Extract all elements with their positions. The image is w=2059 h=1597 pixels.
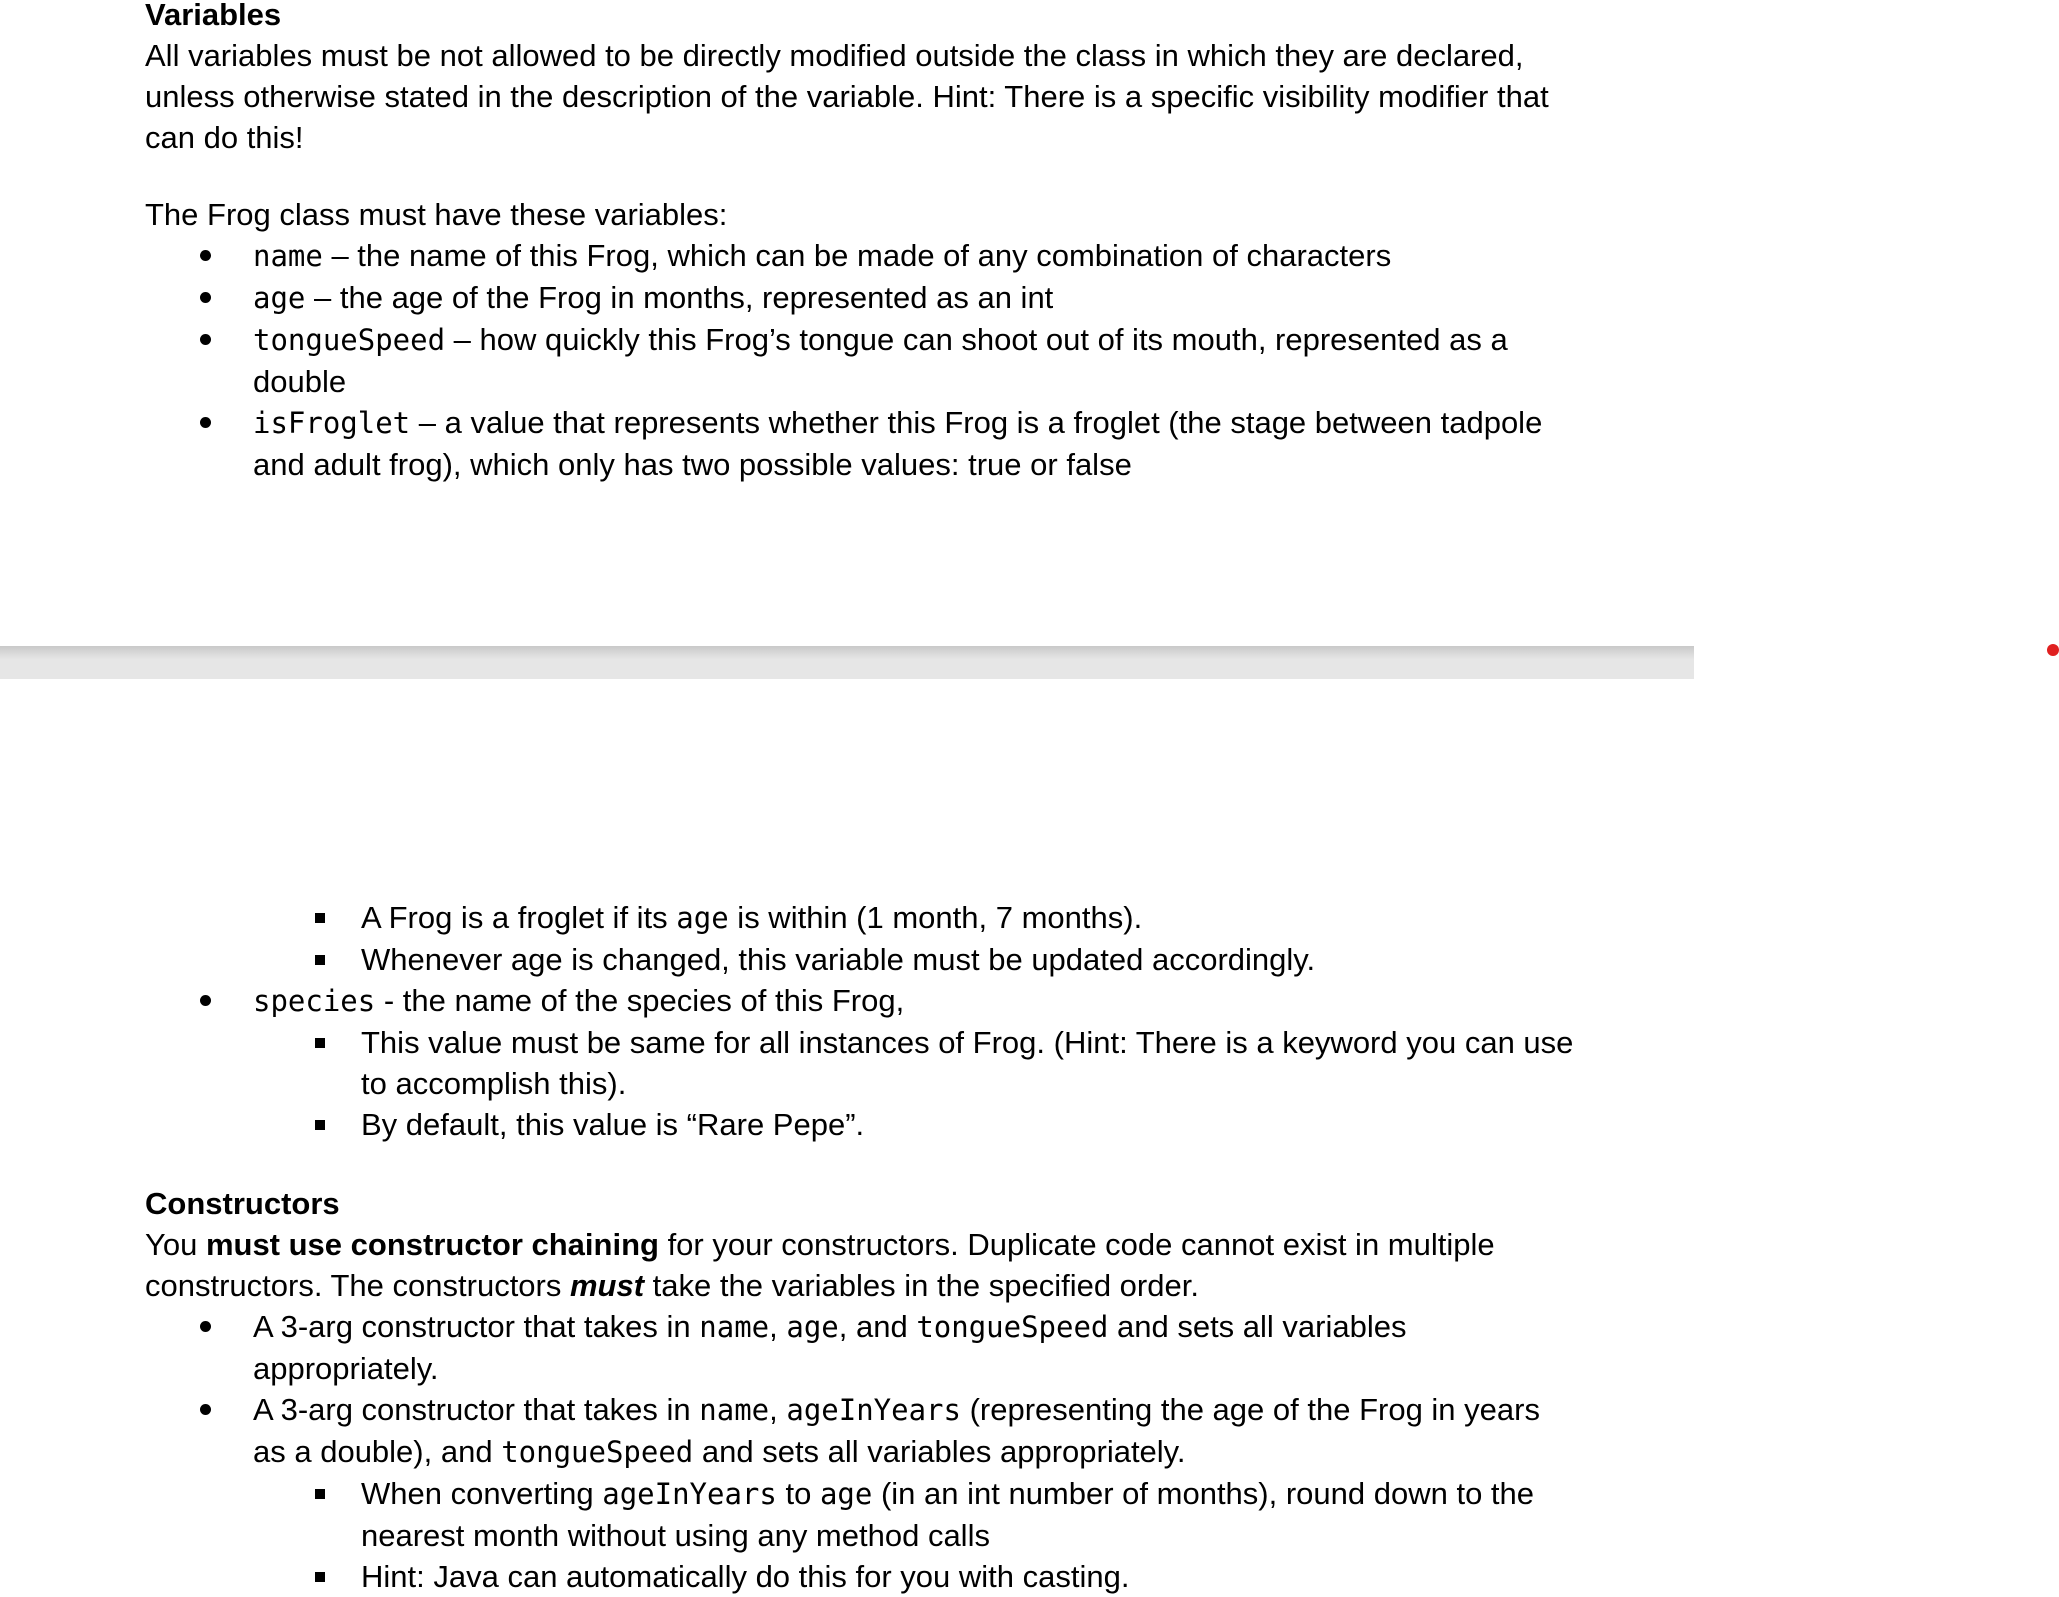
froglet-rule-code: age bbox=[676, 901, 729, 935]
var-tonguespeed-desc: – how quickly this Frog’s tongue can shoot out of its mouth, represented as a bbox=[445, 322, 1508, 357]
list-item bbox=[0, 1389, 1540, 1473]
ctor-sub1-code-age: age bbox=[819, 1477, 873, 1511]
variables-section bbox=[145, 0, 1549, 158]
list-item bbox=[0, 235, 1542, 277]
var-species-desc: - the name of the species of this Frog, bbox=[375, 983, 905, 1018]
intro-line-1: All variables must be not allowed to be directly modified outside the class in which they are declared, bbox=[145, 38, 1524, 73]
bullet-icon bbox=[200, 334, 211, 345]
species-rule-2: By default, this value is “Rare Pepe”. bbox=[361, 1107, 865, 1142]
square-bullet-icon bbox=[315, 913, 325, 923]
var-tonguespeed-code: tongueSpeed bbox=[253, 323, 446, 357]
constructors-line-2 bbox=[145, 1265, 1540, 1306]
bullet-icon bbox=[200, 995, 211, 1006]
ctor2-code-ageinyears: ageInYears bbox=[786, 1393, 961, 1427]
var-name-desc: – the name of this Frog, which can be made of any combination of characters bbox=[322, 238, 1392, 273]
ctor-sub1-post: (in an int number of months), round down to the bbox=[872, 1476, 1535, 1511]
froglet-rules bbox=[145, 897, 1573, 1145]
list-item bbox=[0, 277, 1542, 319]
var-age-desc: – the age of the Frog in months, represented as an int bbox=[305, 280, 1054, 315]
ctor2-cont-pre: as a double), and bbox=[253, 1434, 502, 1469]
list-item bbox=[0, 1022, 1573, 1104]
var-tonguespeed-cont: double bbox=[253, 364, 347, 399]
ctor1-post: and sets all variables bbox=[1108, 1309, 1407, 1344]
square-bullet-icon bbox=[315, 1038, 325, 1048]
ctor1-sep2: , and bbox=[838, 1309, 917, 1344]
ctor1-code-tonguespeed: tongueSpeed bbox=[916, 1310, 1109, 1344]
species-rule-1-cont: to accomplish this). bbox=[361, 1066, 627, 1101]
var-name-code: name bbox=[253, 239, 323, 273]
list-item bbox=[0, 1556, 1540, 1597]
froglet-update-rule: Whenever age is changed, this variable must be updated accordingly. bbox=[361, 942, 1316, 977]
bullet-icon bbox=[200, 1321, 211, 1332]
square-bullet-icon bbox=[315, 1120, 325, 1130]
constructors-heading: Constructors bbox=[145, 1186, 340, 1221]
list-item bbox=[0, 1306, 1540, 1389]
list-item bbox=[0, 939, 1573, 980]
froglet-rule-post: is within (1 month, 7 months). bbox=[728, 900, 1143, 935]
list-item bbox=[0, 319, 1542, 402]
ctor-sub1-pre: When converting bbox=[361, 1476, 603, 1511]
variables-heading: Variables bbox=[145, 0, 282, 32]
square-bullet-icon bbox=[315, 955, 325, 965]
ctor2-code-name: name bbox=[699, 1393, 770, 1427]
constructors-line-2-pre: constructors. The constructors bbox=[145, 1268, 570, 1303]
frog-intro: The Frog class must have these variables: bbox=[145, 197, 728, 232]
list-item bbox=[0, 1473, 1540, 1556]
ctor-sub2: Hint: Java can automatically do this for you with casting. bbox=[361, 1559, 1130, 1594]
froglet-rule-pre: A Frog is a froglet if its bbox=[361, 900, 677, 935]
intro-line-3: can do this! bbox=[145, 120, 304, 155]
bullet-icon bbox=[200, 292, 211, 303]
species-rule-1: This value must be same for all instances of Frog. (Hint: There is a keyword you can use bbox=[361, 1025, 1574, 1060]
ctor2-cont bbox=[253, 1431, 1540, 1473]
var-age-code: age bbox=[253, 281, 306, 315]
ctor-sub1-sep: to bbox=[776, 1476, 820, 1511]
list-item bbox=[0, 980, 1573, 1022]
bullet-icon bbox=[200, 1404, 211, 1415]
intro-line-2: unless otherwise stated in the description of the variable. Hint: There is a specific visibility modifier that bbox=[145, 79, 1549, 114]
square-bullet-icon bbox=[315, 1489, 325, 1499]
bullet-icon bbox=[200, 417, 211, 428]
var-isfroglet-cont: and adult frog), which only has two possible values: true or false bbox=[253, 447, 1132, 482]
square-bullet-icon bbox=[315, 1572, 325, 1582]
constructors-line-1-bold: must use constructor chaining bbox=[205, 1227, 659, 1262]
ctor2-cont-code: tongueSpeed bbox=[501, 1435, 694, 1469]
ctor2-cont-post: and sets all variables appropriately. bbox=[693, 1434, 1186, 1469]
var-isfroglet-desc: – a value that represents whether this Frog is a froglet (the stage between tadpole bbox=[410, 405, 1543, 440]
ctor1-sep1: , bbox=[769, 1309, 787, 1344]
constructors-section bbox=[145, 1183, 1540, 1597]
list-item bbox=[0, 897, 1573, 939]
constructors-line-1-pre: You bbox=[145, 1227, 206, 1262]
ctor-sub1-cont: nearest month without using any method calls bbox=[361, 1518, 990, 1553]
ctor2-post: (representing the age of the Frog in years bbox=[960, 1392, 1540, 1427]
constructors-line-2-post: take the variables in the specified order. bbox=[644, 1268, 1199, 1303]
ctor1-code-age: age bbox=[786, 1310, 839, 1344]
ctor-sub1-code-ageinyears: ageInYears bbox=[602, 1477, 777, 1511]
constructors-line-2-emph: must bbox=[569, 1268, 645, 1303]
constructors-line-1 bbox=[145, 1224, 1540, 1265]
list-item bbox=[0, 1104, 1573, 1145]
ctor1-code-name: name bbox=[699, 1310, 770, 1344]
page-separator bbox=[0, 646, 1694, 679]
ctor2-sep1: , bbox=[769, 1392, 787, 1427]
ctor1-cont: appropriately. bbox=[253, 1351, 439, 1386]
list-item bbox=[0, 402, 1542, 485]
ctor2-pre: A 3-arg constructor that takes in bbox=[253, 1392, 700, 1427]
var-isfroglet-code: isFroglet bbox=[253, 406, 411, 440]
ctor1-pre: A 3-arg constructor that takes in bbox=[253, 1309, 700, 1344]
bullet-icon bbox=[200, 250, 211, 261]
constructors-line-1-post: for your constructors. Duplicate code cannot exist in multiple bbox=[658, 1227, 1495, 1262]
var-species-code: species bbox=[253, 984, 376, 1018]
red-dot-marker bbox=[2047, 644, 2059, 656]
frog-variables-list bbox=[145, 194, 1542, 485]
